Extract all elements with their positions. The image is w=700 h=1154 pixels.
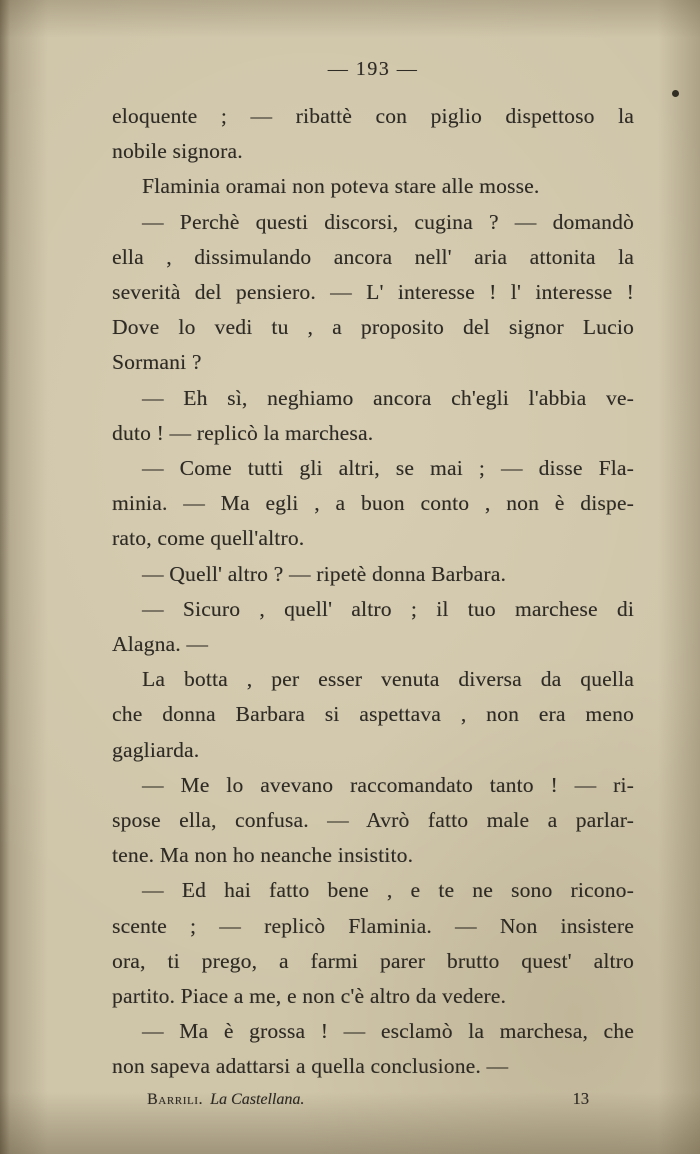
text-block: [112, 99, 634, 1085]
text-line: — Eh sì, neghiamo ancora ch'egli l'abbia ve-: [142, 385, 634, 410]
text-line: Sormani ?: [112, 350, 202, 375]
text-line: — Me lo avevano raccomandato tanto ! — ri-: [142, 772, 634, 797]
text-line: ora, ti prego, a farmi parer brutto quest' altro: [112, 948, 634, 973]
text-line: partito. Piace a me, e non c'è altro da vedere.: [112, 984, 507, 1009]
text-line: — Ed hai fatto bene , e te ne sono ricono-: [142, 878, 634, 903]
text-line: — Sicuro , quell' altro ; il tuo marchese di: [142, 596, 634, 621]
text-line: rato, come quell'altro.: [112, 526, 305, 551]
text-line: non sapeva adattarsi a quella conclusione. —: [112, 1054, 509, 1079]
text-line: ella , dissimulando ancora nell' aria attonita la: [112, 244, 634, 269]
text-line: Alagna. —: [112, 632, 209, 657]
page-footer: [112, 1089, 634, 1109]
text-line: minia. — Ma egli , a buon conto , non è dispe-: [112, 491, 634, 516]
text-line: duto ! — replicò la marchesa.: [112, 420, 374, 445]
text-line: — Ma è grossa ! — esclamò la marchesa, che: [142, 1019, 634, 1044]
text-line: spose ella, confusa. — Avrò fatto male a parlar-: [112, 808, 634, 833]
text-line: severità del pensiero. — L' interesse ! l' interesse !: [112, 280, 634, 305]
text-line: tene. Ma non ho neanche insistito.: [112, 843, 414, 868]
footer-signature-number: 13: [572, 1089, 589, 1108]
page-number: — 193 —: [327, 58, 419, 80]
text-line: Dove lo vedi tu , a proposito del signor Lucio: [112, 315, 634, 340]
text-line: — Come tutti gli altri, se mai ; — disse Fla-: [142, 456, 634, 481]
text-line: eloquente ; — ribattè con piglio dispettoso la: [112, 104, 634, 128]
text-line: gagliarda.: [112, 737, 200, 762]
ink-speck: [672, 90, 679, 97]
text-line: Flaminia oramai non poteva stare alle mosse.: [142, 174, 540, 199]
text-line: La botta , per esser venuta diversa da quella: [142, 667, 634, 692]
footer-author: Barrili.: [147, 1091, 204, 1108]
text-line: — Perchè questi discorsi, cugina ? — domandò: [142, 209, 634, 234]
footer-book-title: La Castellana.: [210, 1091, 305, 1108]
footer-imprint: [112, 1091, 304, 1109]
text-line: nobile signora.: [112, 139, 243, 164]
text-line: scente ; — replicò Flaminia. — Non insistere: [112, 913, 634, 938]
text-line: che donna Barbara si aspettava , non era meno: [112, 702, 634, 727]
text-line: — Quell' altro ? — ripetè donna Barbara.: [142, 561, 507, 586]
